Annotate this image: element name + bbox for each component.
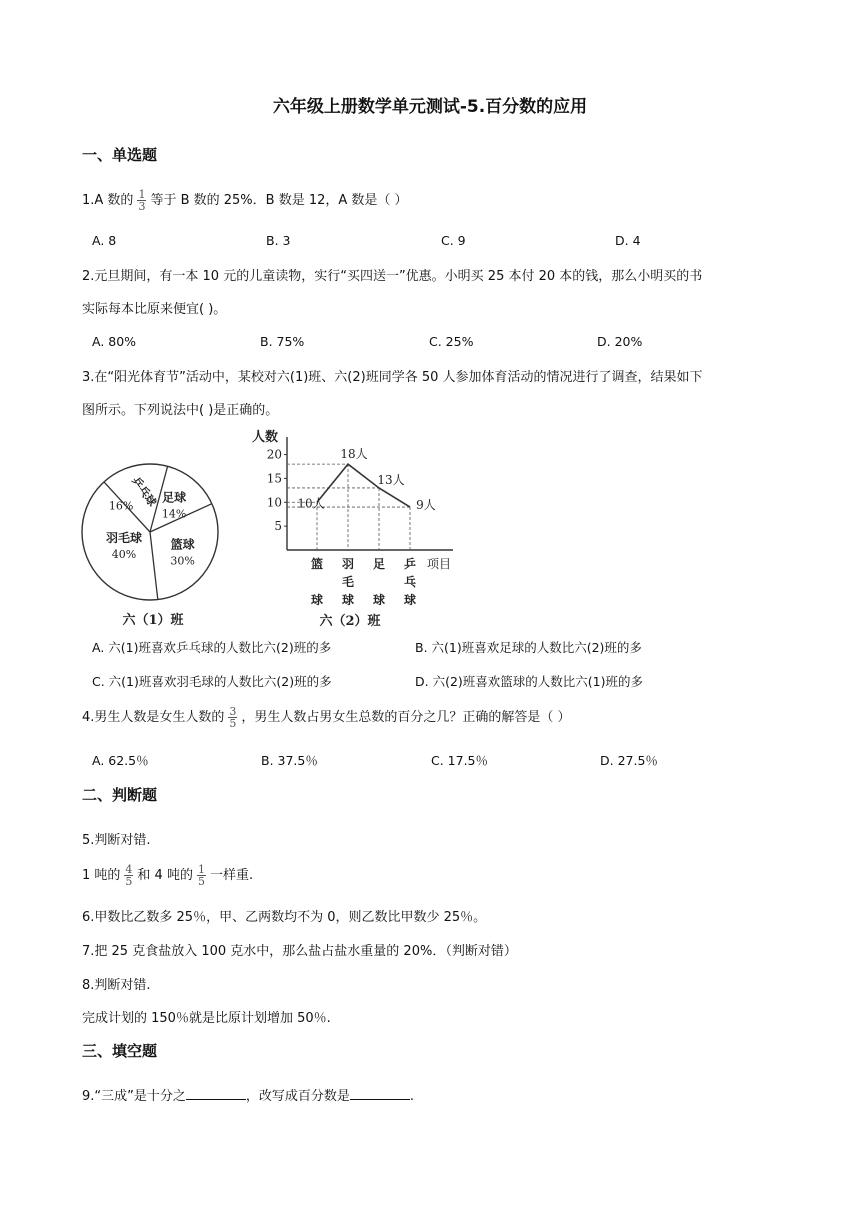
- question-1-text-pre: 1.A 数的: [82, 193, 134, 208]
- section-heading-fill-blank: 三、填空题: [82, 1042, 158, 1060]
- question-3-line-1: 3.在“阳光体育节”活动中，某校对六(1)班、六(2)班同学各 50 人参加体育活动的情况进行了调查，结果如下: [82, 370, 703, 385]
- pie-slice-label: 16%: [108, 499, 134, 513]
- q9-text-post: .: [409, 1089, 415, 1104]
- answer-blank[interactable]: [186, 1088, 246, 1100]
- q5-text-post: 一样重.: [209, 868, 254, 883]
- q3-option-d[interactable]: D. 六(2)班喜欢篮球的人数比六(1)班的多: [415, 674, 643, 689]
- pie-slice-boundary: [150, 532, 158, 600]
- q2-option-b[interactable]: B. 75%: [260, 334, 305, 349]
- x-tick-label: 乓: [403, 575, 417, 589]
- pie-slice-label: 14%: [161, 507, 187, 521]
- question-5-line-2: [82, 864, 253, 887]
- q9-text-pre: 9.“三成”是十分之: [82, 1089, 186, 1104]
- data-label: 9人: [416, 498, 436, 513]
- fraction: $\frac{4}{5}$: [125, 863, 133, 888]
- fraction: $\frac{3}{5}$: [229, 705, 237, 730]
- question-8-line-1: 8.判断对错.: [82, 978, 151, 993]
- line-chart-class-2: [243, 425, 458, 635]
- y-tick-label: 5: [274, 519, 282, 534]
- fraction: $\frac{1}{5}$: [197, 863, 205, 888]
- question-6: 6.甲数比乙数多 25％，甲、乙两数均不为 0，则乙数比甲数少 25％。: [82, 910, 487, 925]
- y-tick-label: 15: [266, 471, 282, 486]
- data-label: 13人: [377, 472, 405, 487]
- section-heading-single-choice: 一、单选题: [82, 146, 158, 164]
- question-1: [82, 189, 408, 212]
- question-9: [82, 1085, 414, 1104]
- data-label: 10人: [297, 496, 325, 511]
- line-chart-x-label: 项目: [426, 557, 452, 571]
- question-1-text-post: 等于 B 数的 25%．B 数是 12，A 数是（ ）: [150, 193, 408, 208]
- x-tick-label: 羽: [341, 557, 355, 571]
- x-tick-label: 球: [403, 593, 417, 607]
- x-tick-label: 足: [372, 557, 386, 571]
- x-tick-label: 球: [310, 593, 324, 607]
- pie-slice-label: 40%: [111, 547, 137, 561]
- q5-text-mid: 和 4 吨的: [137, 868, 193, 883]
- question-5-line-1: 5.判断对错.: [82, 833, 151, 848]
- q5-text-pre: 1 吨的: [82, 868, 121, 883]
- x-tick-label: 乒: [403, 557, 417, 571]
- y-tick-label: 10: [266, 495, 282, 510]
- q3-option-b[interactable]: B. 六(1)班喜欢足球的人数比六(2)班的多: [415, 640, 642, 655]
- line-chart-title: 六（2）班: [319, 614, 381, 629]
- data-label: 18人: [340, 447, 368, 462]
- q3-option-c[interactable]: C. 六(1)班喜欢羽毛球的人数比六(2)班的多: [92, 674, 332, 689]
- question-4-text-pre: 4.男生人数是女生人数的: [82, 710, 225, 725]
- q1-option-d[interactable]: D. 4: [615, 233, 641, 248]
- page-title: 六年级上册数学单元测试-5.百分数的应用: [272, 97, 588, 117]
- x-tick-label: 球: [341, 593, 355, 607]
- question-4-text-post: ，男生人数占男女生总数的百分之几？正确的解答是（ ）: [241, 710, 571, 725]
- x-tick-label: 篮: [310, 557, 324, 571]
- pie-slice-name: 篮球: [170, 537, 195, 552]
- q3-option-a[interactable]: A. 六(1)班喜欢乒乓球的人数比六(2)班的多: [92, 640, 332, 655]
- q9-text-mid: ，改写成百分数是: [245, 1089, 350, 1104]
- question-4: [82, 706, 571, 729]
- q4-option-a[interactable]: A. 62.5％: [92, 753, 149, 768]
- q1-option-a[interactable]: A. 8: [92, 233, 117, 248]
- line-chart-y-label: 人数: [251, 430, 279, 445]
- x-tick-label: 球: [372, 593, 386, 607]
- x-tick-label: 毛: [341, 575, 355, 589]
- pie-slice-name: 羽毛球: [106, 530, 143, 545]
- q2-option-d[interactable]: D. 20%: [597, 334, 643, 349]
- question-8-line-2: 完成计划的 150％就是比原计划增加 50％.: [82, 1011, 331, 1026]
- question-3-line-2: 图所示。下列说法中( )是正确的。: [82, 403, 279, 418]
- pie-slice-name: 足球: [162, 490, 187, 505]
- pie-chart-title: 六（1）班: [122, 613, 184, 628]
- pie-slice-label: 30%: [170, 554, 195, 568]
- y-tick-label: 20: [266, 447, 282, 462]
- q1-option-b[interactable]: B. 3: [266, 233, 291, 248]
- q2-option-a[interactable]: A. 80%: [92, 334, 137, 349]
- answer-blank[interactable]: [350, 1088, 410, 1100]
- q2-option-c[interactable]: C. 25%: [429, 334, 474, 349]
- q4-option-c[interactable]: C. 17.5％: [431, 753, 489, 768]
- q1-option-c[interactable]: C. 9: [441, 233, 466, 248]
- q4-option-d[interactable]: D. 27.5％: [600, 753, 658, 768]
- fraction: $\frac{1}{3}$: [138, 188, 146, 213]
- q4-option-b[interactable]: B. 37.5％: [261, 753, 318, 768]
- question-7: 7.把 25 克食盐放入 100 克水中，那么盐占盐水重量的 20%．（判断对错）: [82, 944, 517, 959]
- pie-chart-class-1: [78, 455, 228, 630]
- section-heading-true-false: 二、判断题: [82, 786, 158, 804]
- question-2-line-1: 2.元旦期间，有一本 10 元的儿童读物，实行“买四送一”优惠。小明买 25 本付 20 本的钱，那么小明买的书: [82, 269, 703, 284]
- question-2-line-2: 实际每本比原来便宜( )。: [82, 302, 227, 317]
- pie-slice-name: 乒乓球: [129, 474, 159, 509]
